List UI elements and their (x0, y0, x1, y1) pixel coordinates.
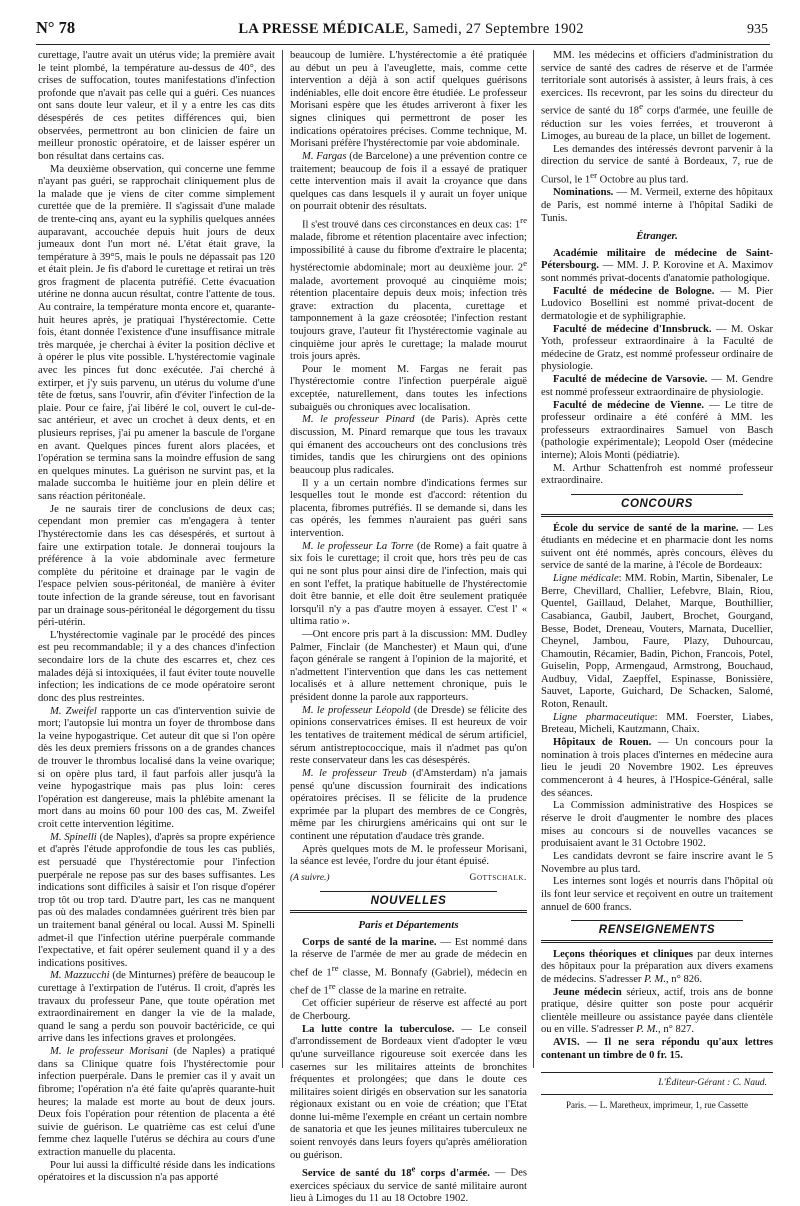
paragraph: MM. les médecins et officiers d'administration du service de santé des cadres de réserve et de l'armée territoriale sont autorisés à assister, à leurs frais, à ces exercices. Ils recevront, par les soins du directeur du service de santé du 18e corps d'armée, une feuille de réduction sur les voies ferrées, et trouveront à Limoges, au bureau de la place, un billet de logement. (541, 50, 773, 143)
section-rule (571, 920, 743, 921)
paragraph: Il s'est trouvé dans ces circonstances en deux cas: 1re malade, fibrome et rétention placentaire avec infection; impossibilité à cause du fibrome d'extraire le placenta; hystérectomie abdominale; mort au deuxième jour. 2e malade, avortement provoqué au cinquième mois; rétention placentaire depuis deux mois; infection très grave: extraction du placenta, curettage et tamponnement à la gaze créosotée; l'infection restant toujours grave, l'auteur fit l'hystérectomie vaginale au cinquième jour après le curettage; la malade mourut trois jours après. (290, 215, 527, 363)
paragraph: M. le professeur La Torre (de Rome) a fait quatre à six fois le curettage; il croit que, hors très peu de cas qui ne sont plus pour ainsi dire de l'infection, mais qui en sont l'effet, la pratique habituelle de l'hystérectomie doit être bannie, et elle doit être seulement pratiquée lorsqu'il n'y a pas d'autre moyen à essayer. C'est l' « ultima ratio ». (290, 540, 527, 628)
news-item: École du service de santé de la marine. — Les étudiants en médecine et en pharmacie dont les noms suivent ont été nommés, après concours, élèves du service de santé de la marine, à l'école de Bordeaux: (541, 522, 773, 572)
news-item: Faculté de médecine de Bologne. — M. Pier Ludovico Bosellini est nommé privat-docent de dermatologie et de syphiligraphie. (541, 285, 773, 322)
column-2 (290, 50, 528, 1205)
page-header (36, 18, 768, 40)
footer-rule (541, 1094, 773, 1095)
column-divider (282, 50, 283, 1068)
footer-rule (541, 1072, 773, 1073)
paragraph: Je ne saurais tirer de conclusions de deux cas; cependant mon premier cas m'engagera à tenter l'hystérectomie dans les cas désespérés, et surtout à faire une extirpation totale. Je donnerai toujours la préférence à la voie abdominale avec fermeture complète du péritoine et drainage par le vagin de l'espace pelvien sous-péritonéal, de manière à éviter toute infection de la grande séreuse, tout en favorisant par un drainage sous-péritonéal le dégorgement du tissu péri-utérin. (38, 503, 275, 629)
column-3 (541, 50, 774, 1110)
classified-item: AVIS. — Il ne sera répondu qu'aux lettres contenant un timbre de 0 fr. 15. (541, 1037, 773, 1061)
to-be-continued: (A suivre.) (290, 872, 330, 883)
paragraph: M. Fargas (de Barcelone) a une prévention contre ce traitement; beaucoup de fois il a essayé de pratiquer cette intervention mais il avait la croyance que dans quelques cas dans lesquels il y aurait un foyer unique on pourrait obtenir des résultats. (290, 150, 527, 213)
concours-heading: CONCOURS (621, 497, 693, 510)
article-author: Gottschalk. (469, 872, 527, 883)
news-item: Ligne médicale: MM. Robin, Martin, Sibenaler, Le Berre, Chevillard, Challier, Lefebvre, Blain, Riou, Quentel, Gaillaud, Delahet, Marque, Bouthillier, Casabianca, Gaubil, Jaubert, Brochet, Gourgand, Besse, Bodet, Dreneau, Vouters, Marnata, Ducellier, Cheynel, Jambou, Faure, Plazy, Duhourcau, Chamoutin, Récamier, Badin, Pichon, Francois, Potel, Guiselin, Popp, Armengaud, Armstrong, Bouchaud, Audbuy, Vidal, Zaepffel, Espinasse, Bonissière, Sauvet, Laporte, Guichard, De Schacken, Salomé, Roton, Renault. (541, 573, 773, 711)
article-signature (290, 872, 527, 885)
classified-item: Leçons théoriques et cliniques par deux internes des hôpitaux pour la préparation aux divers examens de médecins. S'adresser P. M., n° 826. (541, 948, 773, 985)
etranger-heading: Étranger. (636, 231, 678, 243)
news-item: Ligne pharmaceutique: MM. Foerster, Liabes, Breteau, Micheli, Kautzmann, Chaix. (541, 711, 774, 736)
column-1 (38, 50, 276, 1184)
paragraph: Ma deuxième observation, qui concerne une femme n'ayant pas guéri, se rapprochait cliniquement plus de la malade que je viens de citer comme simplement curettée que de la première. Il s'agissait d'une malade de trente-cinq ans, ayant eu la syphilis quelques années auparavant, accouchée depuis huit jours de deux jumeaux dont l'un mort né. L'état était grave, la température à 39°5, mais le pouls ne dépassait pas 120 et était plein. Je fis d'abord le curettage et retirai un très gros fragment de placenta putréfié. Cette évacuation utérine ne donna aucun résultat, contre l'attente de tous. Au contraire, la température monta encore et, quarante-huit heures après, je pratiquai l'hystérectomie. Cette fois, étant donnée l'existence d'une insuffisance mitrale très marquée, je cherchai à éviter la position déclive et à opérer le plus vite possible. L'hystérectomie vaginale avec les pinces fut donc exécutée. J'ai cherché à extirper, et j'y suis parvenu, un utérus du volume d'une tête de fœtus, sans l'ouvrir, afin d'éviter l'infection de la plaie. Pour ce faire, j'ai libéré le col, ouvert le cul-de-sac antérieur, et avec un crochet à deux dents, et en plusieurs reprises, j'ai pu amener la bascule de l'organe en avant. Quelques pinces furent alors placées, et l'opération se termina sans la moindre effusion de sang en quelques minutes. La guérison ne survint pas, et la malade succomba le huitième jour en plein délire et sans réaction péritonéale. (38, 163, 275, 502)
section-double-rule (541, 514, 773, 517)
nouvelles-section-header (290, 891, 527, 914)
paragraph: M. le professeur Treub (d'Amsterdam) n'a jamais pensé qu'une discussion fournirait des indications opératoires précises. Il se félicite de la prudence exprimée par la plupart des membres de ce Congrès, même par les chirurgiens américains qui ont sur le continent une réputation d'audace très grande. (290, 768, 527, 842)
news-item: Académie militaire de médecine de Saint-Pétersbourg. — MM. J. P. Korovine et A. Maximov sont nommés privat-docents d'anatomie pathologique. (541, 247, 773, 284)
news-item: Les internes sont logés et nourris dans l'hôpital où ils font leur service et reçoivent en outre un traitement annuel de 600 francs. (541, 876, 773, 913)
column-divider (533, 50, 534, 1068)
paragraph: M. Spinelli (de Naples), d'après sa propre expérience et d'après l'étude approfondie de tous les cas publiés, est persuadé que l'hystérectomie pour l'infection puerpérale ne repose pas sur des bases suffisantes. Les indications sont difficiles à saisir et l'on risque d'opérer trop tôt ou trop tard. D'autre part, les cas ne manquent pas où des malades condamnées guérirent très bien par un traitement banal général ou local. Aussi M. Spinelli admet-il que l'infection utérine puerpérale commande l'expectative, et fait opérer seulement quand il y a des indications positives. (38, 831, 275, 969)
paragraph: Les demandes des intéressés devront parvenir à la direction du service de santé à Bordeaux, 7, rue de Cursol, le 1er Octobre au plus tard. (541, 143, 773, 186)
page-number: 935 (747, 22, 768, 37)
header-rule (36, 44, 770, 45)
paragraph: Nominations. — M. Vermeil, externe des hôpitaux de Paris, est nommé interne à l'hôpital Sadiki de Tunis. (541, 187, 773, 224)
section-double-rule (290, 910, 527, 913)
news-item: Corps de santé de la marine. — Est nommé dans la réserve de l'armée de mer au grade de médecin en chef de 1re classe, M. Bonnafy (Gabriel), médecin en chef de 1re classe de la marine en retraite. (290, 936, 527, 997)
page-footer (541, 1072, 773, 1111)
concours-section-header (541, 494, 773, 517)
news-item: Hôpitaux de Rouen. — Un concours pour la nomination à trois places d'internes en médecine aura lieu le jeudi 20 Novembre 1902. Les épreuves commenceront à 4 heures, à l'Hospice-Général, salle des séances. (541, 737, 773, 799)
nouvelles-heading: NOUVELLES (370, 894, 447, 907)
section-rule (571, 494, 743, 495)
section-double-rule (541, 940, 773, 943)
paragraph: M. le professeur Morisani (de Naples) a pratiqué dans sa Clinique quatre fois l'hystérectomie pour infection puerpérale. Dans le premier cas il y avait un fibrome; l'opération n'a été faite qu'après quarante-huit heures; la malade est morte au bout de deux jours. Deux fois l'opération pour rétention de placenta a été suivie de guérison. Le quatrième cas est celui d'une femme chez laquelle l'utérus se déchira au cours d'une extraction manuelle du placenta. (38, 1046, 275, 1158)
news-item: Faculté de médecine de Varsovie. — M. Gendre est nommé professeur extraordinaire de physiologie. (541, 374, 773, 398)
paragraph: L'hystérectomie vaginale par le procédé des pinces est peu recommandable; il y a des chances d'infection secondaire lors de la chute des escarres et, chez ces malades déjà si intoxiquées, il faut éviter toute nouvelle infection; les indications de ce mode opératoire seront donc des plus restreintes. (38, 629, 275, 704)
journal-name: LA PRESSE MÉDICALE (238, 21, 405, 37)
section-rule (320, 891, 497, 892)
news-item: La Commission administrative des Hospices se réserve le droit d'augmenter le nombre des places mises au concours si de nouvelles vacances se produisaient avant le 31 Octobre 1902. (541, 800, 773, 850)
news-item: Les candidats devront se faire inscrire avant le 5 Novembre au plus tard. (541, 850, 773, 875)
renseignements-heading: RENSEIGNEMENTS (598, 924, 716, 937)
paragraph: —Ont encore pris part à la discussion: MM. Dudley Palmer, Finclair (de Manchester) et Maun qui, d'une façon générale se rangent à l'opinion de la majorité, et n'admettent l'intervention que dans les cas nettement localisés et à allure nettement chronique, puis le président donne la parole aux rapporteurs. (290, 629, 527, 704)
news-item: Cet officier supérieur de réserve est affecté au port de Cherbourg. (290, 998, 527, 1022)
paragraph: M. le professeur Léopold (de Dresde) se félicite des opinions conservatrices émises. Il est heureux de voir les tentatives de traitement médical de sérum artificiel, sérum antistreptococcique, mais il n'admet pas qu'on reste conservateur dans les cas désespérés. (290, 704, 528, 767)
paragraph: Après quelques mots de M. le professeur Morisani, la séance est levée, l'ordre du jour étant épuisé. (290, 843, 527, 868)
paragraph: M. Mazzucchi (de Minturnes) préfère de beaucoup le curettage à l'extirpation de l'utérus. Il croit, d'après les travaux du professeur Pane, que toute opération met extraordinairement en danger la vie de la malade, quand le sang a perdu son pouvoir bactéricide, ce qui arrive dans les infections graves et prolongées. (38, 970, 276, 1045)
publisher-manager: L'Éditeur-Gérant : C. Naud. (658, 1077, 767, 1089)
paragraph: beaucoup de lumière. L'hystérectomie a été pratiquée au début un peu à l'aveuglette, mais, comme cette intervention a déjà à son actif quelques guérisons indéniables, elle doit encore être étudiée. Le professeur Morisani espère que les études arriveront à fixer les signes cliniques qui permettront de poser les indications opératoires précises. Comme technique, M. Morisani préfère l'hystérectomie par voie abdominale. (290, 50, 527, 150)
paragraph: Pour lui aussi la difficulté réside dans les indications opératoires et la discussion n'a pas apporté (38, 1159, 275, 1184)
paragraph: Il y a un certain nombre d'indications fermes sur lesquelles tout le monde est d'accord: rétention du placenta, fibromes putréfiés. Il se demande si, dans les cas opérés, les femmes n'auraient pas guéri sans intervention. (290, 477, 527, 539)
paragraph: M. Zweifel rapporte un cas d'intervention suivie de mort; l'autopsie lui montra un foyer de thrombose dans la veine hypogastrique. Cet auteur dit que si l'on opère dès les deux premiers frissons on a de grandes chances de trouver le thrombus localisé dans la veine ovarique; si on opère plus tard, il faut parfois aller jusqu'à la veine hypogastrique mais pas plus loin: ceres l'opération est dangereuse, mais la phlébite amenant la mort dans au moins 60 pour 100 des cas, M. Zweifel croit cette intervention légitime. (38, 705, 275, 830)
news-item: Faculté de médecine de Vienne. — Le titre de professeur ordinaire a été conféré à MM. les professeurs extraordinaires Samuel von Basch (pathologie expérimentale); Leopold Oser (médecine interne); Alois Monti (pédiatrie). (541, 399, 773, 461)
news-item: La lutte contre la tuberculose. — Le conseil d'arrondissement de Bordeaux vient d'adopter le vœu qu'une surveillance rigoureuse soit exercée dans les casernes sur les militaires atteints de bronchites fréquentes et prolongées; que dans le doute ces militaires soient dirigés en observation sur les sanatoria régionaux existant ou en voie de création; que l'Etat donne lui-même l'exemple en créant un certain nombre de sanatoria et que les jeunes militaires tuberculeux ne soient renvoyés dans leurs foyers qu'après amélioration ou guérison. (290, 1023, 527, 1161)
renseignements-section-header (541, 920, 773, 943)
paragraph: Pour le moment M. Fargas ne ferait pas l'hystérectomie contre l'infection puerpérale aiguë exceptée, naturellement, dans toutes les infections subaiguës ou chroniques avec localisation. (290, 363, 527, 413)
paragraph: curettage, l'autre avait un utérus vide; la première avait le teint plombé, la température au-dessus de 40°, des crises de suffocation, toutes manifestations d'infection profonde que n'avait pas celle qui a guéri. Ces nuances ont sans doute leur valeur, et il y a entre les cas dits désespérés de ces petites différences qui, bien observées, permettront au bon clinicien de faire un meilleur pronostic opératoire, et de laisser espérer un bon résultat dans certains cas. (38, 50, 275, 162)
journal-title (238, 21, 583, 38)
nouvelles-subheading: Paris et Départements (358, 919, 459, 932)
issue-date: , Samedi, 27 Septembre 1902 (404, 21, 584, 37)
news-item: Service de santé du 18e corps d'armée. — Des exercices spéciaux du service de santé militaire auront lieu à Limoges du 11 au 18 Octobre 1902. (290, 1163, 528, 1205)
classified-item: Jeune médecin sérieux, actif, trois ans de bonne pratique, désire quitter son poste pour acquérir clientèle meilleure ou assistance payée dans clientèle ou en ville. S'adresser P. M., n° 827. (541, 986, 773, 1036)
news-item: M. Arthur Schattenfroh est nommé professeur extraordinaire. (541, 462, 773, 487)
printer-line: Paris. — L. Maretheux, imprimeur, 1, rue Cassette (565, 1100, 749, 1110)
news-item: Faculté de médecine d'Innsbruck. — M. Oskar Yoth, professeur extraordinaire à la Faculté de médecine de Gratz, est nommé professeur ordinaire de physiologie. (541, 323, 773, 373)
issue-number: N° 78 (36, 18, 76, 37)
paragraph: M. le professeur Pinard (de Paris). Après cette discussion, M. Pinard remarque que tous les travaux qui émanent des accoucheurs ont des conclusions très timides, tandis que les chirurgiens ont des opinions beaucoup plus radicales. (290, 414, 527, 476)
